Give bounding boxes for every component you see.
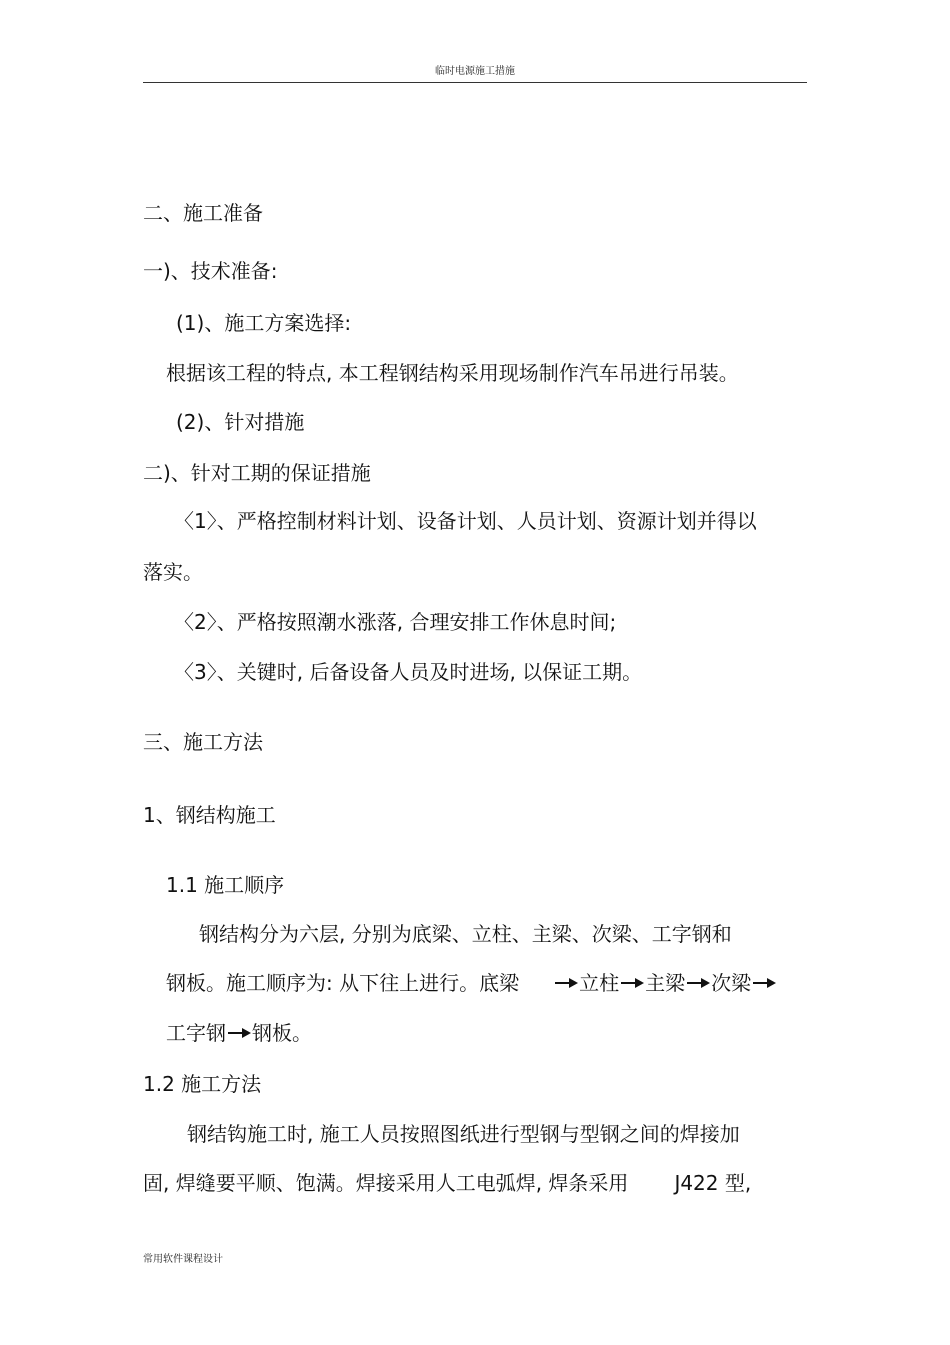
arrow-right-icon xyxy=(553,971,579,995)
paragraph-order-line3 xyxy=(166,1021,312,1045)
list-item-1-line2: 落实。 xyxy=(143,560,203,584)
item-measures: (2)、针对措施 xyxy=(176,410,305,434)
list-item-3: 〈3〉、关键时, 后备设备人员及时进场, 以保证工期。 xyxy=(174,660,643,684)
arrow-right-icon xyxy=(685,971,711,995)
arrow-right-icon xyxy=(619,971,645,995)
electrode-type: J422 型, xyxy=(674,1171,752,1195)
heading-construction-order: 1.1 施工顺序 xyxy=(166,873,285,897)
method-line2-text: 固, 焊缝要平顺、饱满。焊接采用人工电弧焊, 焊条采用 xyxy=(143,1171,629,1195)
heading-construction-method: 1.2 施工方法 xyxy=(143,1072,262,1096)
sequence-main-beam: 主梁 xyxy=(645,971,686,995)
list-item-2: 〈2〉、严格按照潮水涨落, 合理安排工作休息时间; xyxy=(174,610,617,634)
sequence-i-beam: 工字钢 xyxy=(166,1021,226,1045)
paragraph-method-line1: 钢结钩施工时, 施工人员按照图纸进行型钢与型钢之间的焊接加 xyxy=(187,1122,740,1146)
arrow-right-icon xyxy=(226,1021,252,1045)
section-heading-preparation: 二、施工准备 xyxy=(143,201,263,225)
subheading-schedule-guarantee: 二)、针对工期的保证措施 xyxy=(143,461,371,485)
sequence-column: 立柱 xyxy=(579,971,620,995)
list-item-1-line1: 〈1〉、严格控制材料计划、设备计划、人员计划、资源计划并得以 xyxy=(174,509,757,533)
paragraph-method-line2 xyxy=(143,1171,751,1195)
page-header-title: 临时电源施工措施 xyxy=(435,66,515,77)
paragraph-scheme-text: 根据该工程的特点, 本工程钢结构采用现场制作汽车吊进行吊装。 xyxy=(166,361,739,385)
sequence-secondary-beam: 次梁 xyxy=(711,971,752,995)
section-heading-method: 三、施工方法 xyxy=(143,730,263,754)
heading-steel-construction: 1、钢结构施工 xyxy=(143,803,276,827)
sequence-steel-plate: 钢板。 xyxy=(252,1021,312,1045)
paragraph-order-line1: 钢结构分为六层, 分别为底梁、立柱、主梁、次梁、工字钢和 xyxy=(199,922,732,946)
order-line2-text: 钢板。施工顺序为: 从下往上进行。底梁 xyxy=(166,971,520,995)
paragraph-order-line2 xyxy=(166,971,777,995)
item-scheme-select: (1)、施工方案选择: xyxy=(176,311,352,335)
page-footer-text: 常用软件课程设计 xyxy=(143,1254,223,1265)
header-divider xyxy=(143,82,807,83)
arrow-right-icon xyxy=(751,971,777,995)
subheading-tech-prep: 一)、技术准备: xyxy=(143,259,278,283)
